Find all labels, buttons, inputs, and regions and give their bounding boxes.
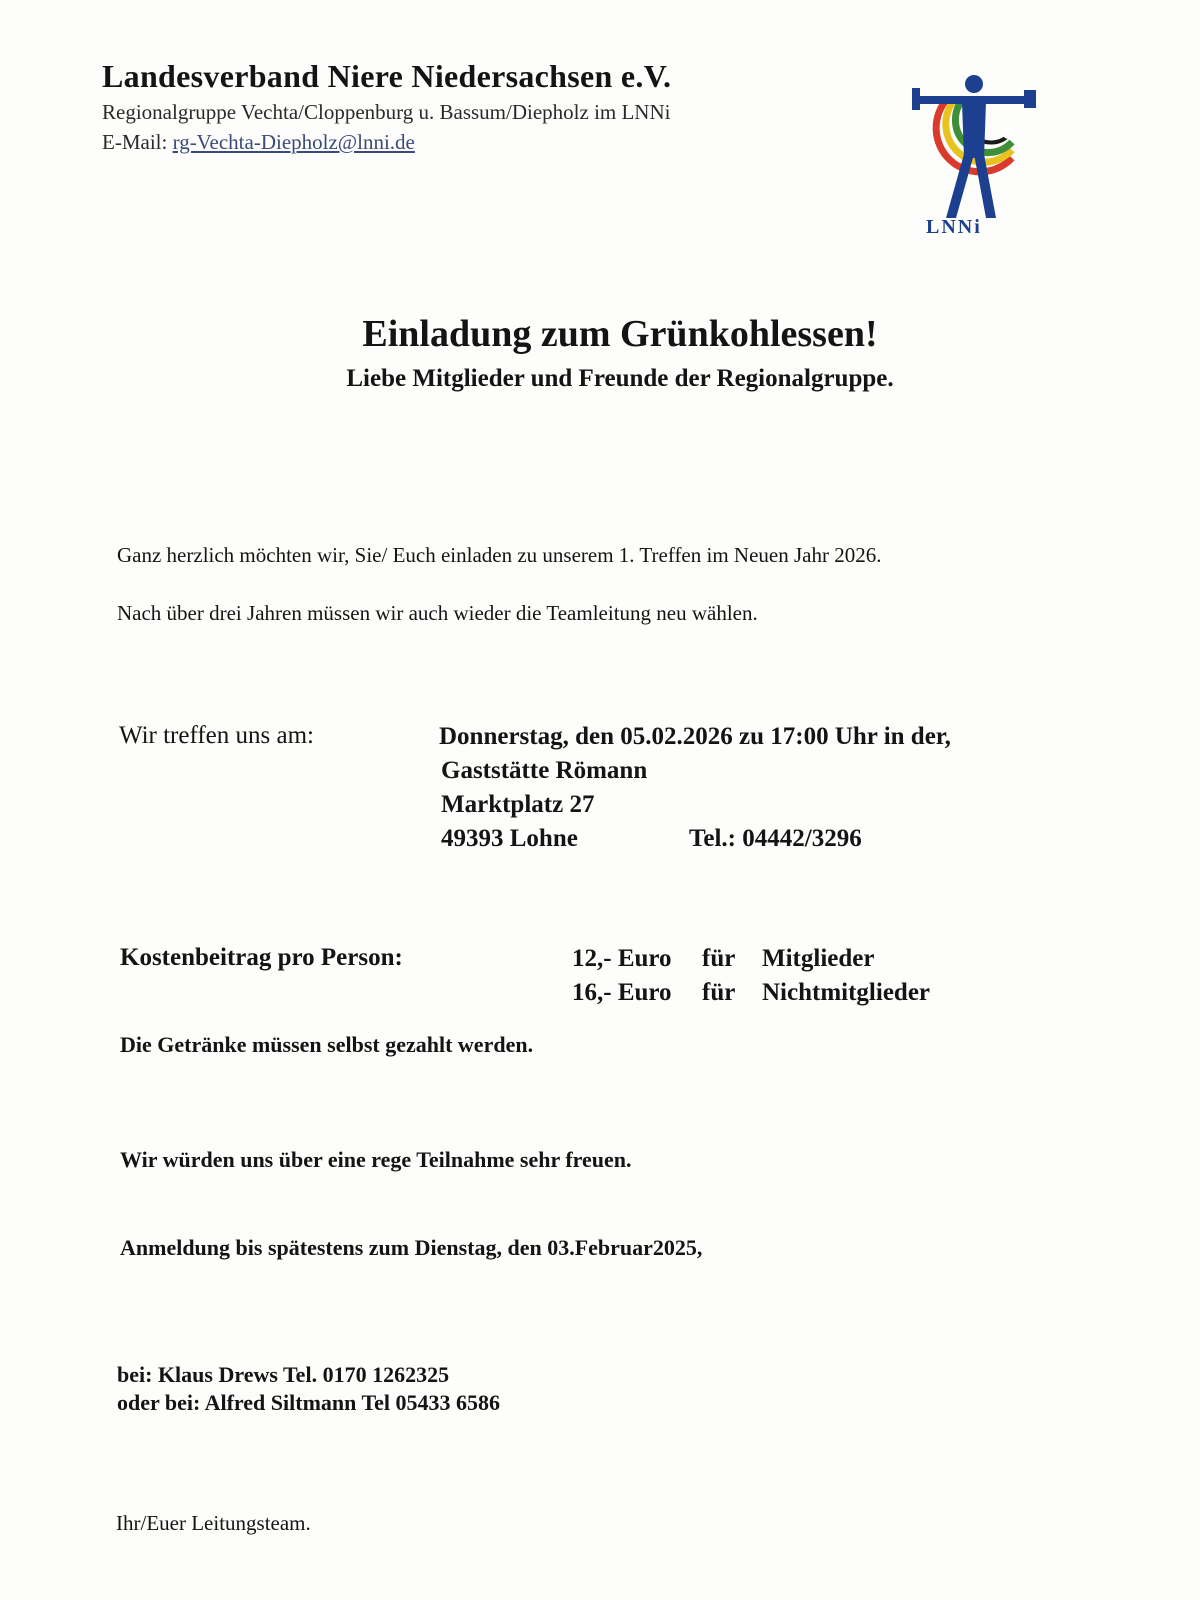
cost-item-members <box>572 945 874 973</box>
meeting-street: Marktplatz 27 <box>441 791 595 818</box>
email-line <box>102 130 415 155</box>
lnni-logo <box>912 58 1052 248</box>
drinks-note: Die Getränke müssen selbst gezahlt werden. <box>120 1032 534 1057</box>
contact-alfred-siltmann: oder bei: Alfred Siltmann Tel 05433 6586 <box>117 1390 501 1415</box>
email-label: E-Mail: <box>102 130 173 154</box>
cost-amount: 12,- Euro <box>572 945 672 972</box>
cost-group: Nichtmitglieder <box>762 979 931 1006</box>
regional-group-line: Regionalgruppe Vechta/Cloppenburg u. Bassum/Diepholz im LNNi <box>102 100 671 124</box>
page-subtitle: Liebe Mitglieder und Freunde der Regionalgruppe. <box>346 365 894 392</box>
logo-text: LNNi <box>926 216 982 238</box>
participation-note: Wir würden uns über eine rege Teilnahme sehr freuen. <box>120 1147 632 1172</box>
meeting-label: Wir treffen uns am: <box>119 722 314 749</box>
registration-deadline: Anmeldung bis spätestens zum Dienstag, den 03.Februar2025, <box>120 1235 703 1260</box>
meeting-phone: Tel.: 04442/3296 <box>689 825 862 852</box>
meeting-venue: Gaststätte Römann <box>441 757 648 784</box>
page-title: Einladung zum Grünkohlessen! <box>362 313 878 355</box>
cost-group: Mitglieder <box>762 945 875 972</box>
signature: Ihr/Euer Leitungsteam. <box>116 1511 311 1535</box>
contact-klaus-drews: bei: Klaus Drews Tel. 0170 1262325 <box>117 1362 450 1387</box>
cost-item-nonmembers <box>572 979 930 1007</box>
email-link[interactable]: rg-Vechta-Diepholz@lnni.de <box>172 130 415 154</box>
cost-for: für <box>702 979 736 1006</box>
cost-label: Kostenbeitrag pro Person: <box>120 944 403 971</box>
intro-paragraph-1: Ganz herzlich möchten wir, Sie/ Euch einladen zu unserem 1. Treffen im Neuen Jahr 2026. <box>117 543 882 567</box>
intro-paragraph-2: Nach über drei Jahren müssen wir auch wieder die Teamleitung neu wählen. <box>117 601 758 625</box>
organization-name: Landesverband Niere Niedersachsen e.V. <box>102 58 672 94</box>
cost-amount: 16,- Euro <box>572 979 672 1006</box>
meeting-city: 49393 Lohne <box>441 825 578 852</box>
meeting-datetime: Donnerstag, den 05.02.2026 zu 17:00 Uhr in der, <box>439 723 951 750</box>
cost-for: für <box>702 945 736 972</box>
